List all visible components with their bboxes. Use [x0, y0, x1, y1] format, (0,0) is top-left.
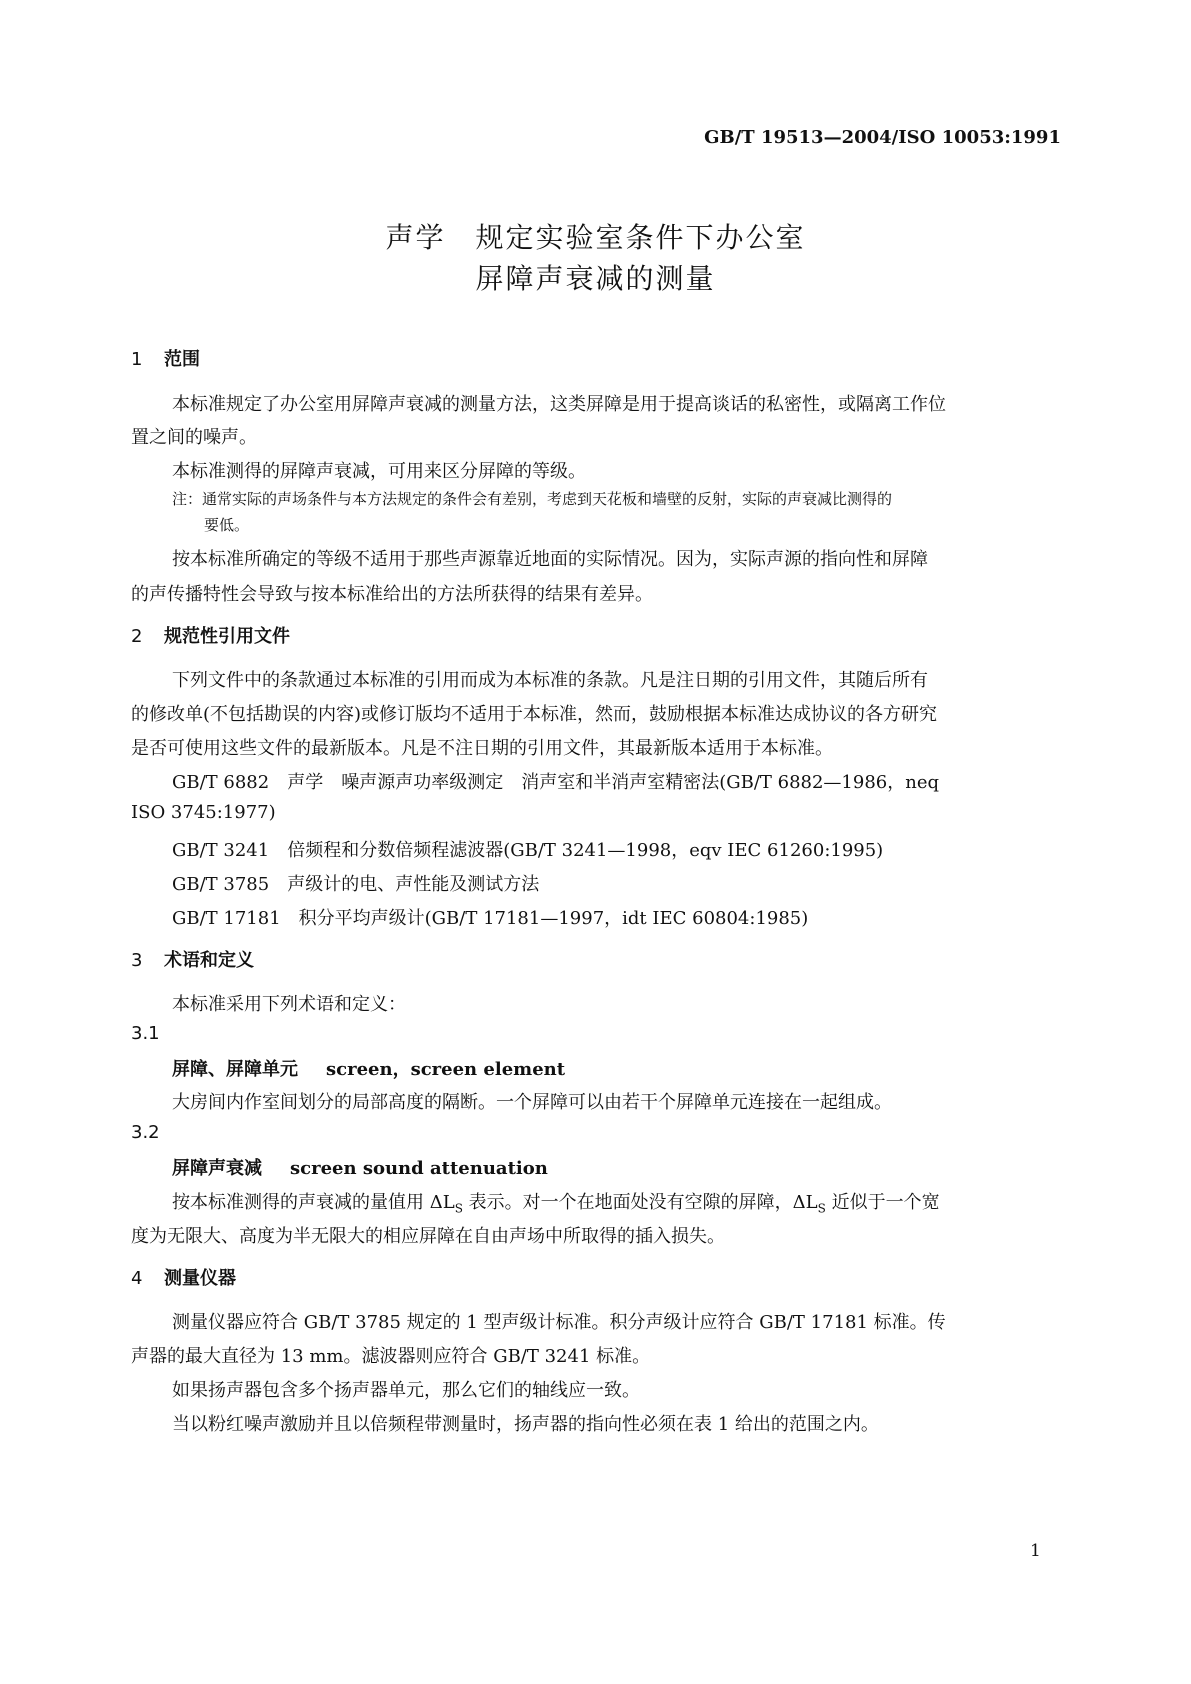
section-title: 范围 — [164, 349, 200, 370]
paragraph-line: 声器的最大直径为 13 mm。滤波器则应符合 GB/T 3241 标准。 — [131, 1346, 651, 1367]
term-english: screen sound attenuation — [290, 1158, 548, 1179]
paragraph-line: 的修改单(不包括勘误的内容)或修订版均不适用于本标准，然而，鼓励根据本标准达成协议的各方研究 — [131, 704, 938, 725]
definition-text: 近似于一个宽 — [825, 1192, 940, 1213]
paragraph-line: 测量仪器应符合 GB/T 3785 规定的 1 型声级计标准。积分声级计应符合 GB/T 17181 标准。传 — [172, 1312, 946, 1333]
subscript: S — [817, 1201, 826, 1216]
term-definition: 大房间内作室间划分的局部高度的隔断。一个屏障可以由若干个屏障单元连接在一起组成。 — [172, 1092, 892, 1113]
paragraph-line: 本标准测得的屏障声衰减，可用来区分屏障的等级。 — [172, 461, 586, 482]
term-english: screen，screen element — [326, 1059, 566, 1080]
section-title: 测量仪器 — [164, 1268, 236, 1289]
subscript: S — [454, 1201, 463, 1216]
paragraph-line: 如果扬声器包含多个扬声器单元，那么它们的轴线应一致。 — [172, 1380, 640, 1401]
page-number: 1 — [1030, 1541, 1041, 1561]
paragraph-line: 本标准规定了办公室用屏障声衰减的测量方法，这类屏障是用于提高谈话的私密性，或隔离工作位 — [172, 394, 946, 415]
paragraph-line: 置之间的噪声。 — [131, 427, 257, 448]
section-number: 2 — [131, 626, 143, 647]
reference-line: GB/T 6882 声学 噪声源声功率级测定 消声室和半消声室精密法(GB/T 6882—1986，neq — [172, 772, 940, 793]
section-number: 3 — [131, 950, 143, 971]
section-number: 4 — [131, 1268, 143, 1289]
section-title: 术语和定义 — [164, 950, 254, 971]
section-1-heading — [131, 345, 200, 371]
section-title: 规范性引用文件 — [164, 626, 290, 647]
section-4-heading — [131, 1264, 236, 1290]
reference-line: ISO 3745:1977) — [131, 802, 276, 823]
reference-line: GB/T 3241 倍频程和分数倍频程滤波器(GB/T 3241—1998，eqv IEC 61260:1995) — [172, 840, 884, 861]
section-3-heading — [131, 946, 254, 972]
term-number: 3.1 — [131, 1023, 160, 1044]
definition-text: 表示。对一个在地面处没有空隙的屏障，ΔL — [462, 1192, 818, 1213]
paragraph-line: 的声传播特性会导致与按本标准给出的方法所获得的结果有差异。 — [131, 584, 653, 605]
paragraph-line: 当以粉红噪声激励并且以倍频程带测量时，扬声器的指向性必须在表 1 给出的范围之内。 — [172, 1414, 879, 1435]
document-title-line1: 声学 规定实验室条件下办公室 — [385, 221, 806, 254]
reference-line: GB/T 3785 声级计的电、声性能及测试方法 — [172, 874, 540, 895]
paragraph-line: 是否可使用这些文件的最新版本。凡是不注日期的引用文件，其最新版本适用于本标准。 — [131, 738, 833, 759]
definition-text: 按本标准测得的声衰减的量值用 ΔL — [172, 1192, 455, 1213]
term-entry — [172, 1055, 565, 1081]
note-line: 注：通常实际的声场条件与本方法规定的条件会有差别，考虑到天花板和墙壁的反射，实际的声衰减比测得的 — [172, 490, 893, 508]
term-definition — [172, 1188, 1059, 1216]
paragraph-line: 按本标准所确定的等级不适用于那些声源靠近地面的实际情况。因为，实际声源的指向性和屏障 — [172, 549, 928, 570]
term-chinese: 屏障声衰减 — [172, 1158, 262, 1179]
term-entry — [172, 1154, 548, 1180]
standard-code-header: GB/T 19513—2004/ISO 10053:1991 — [704, 127, 1061, 148]
term-definition: 度为无限大、高度为半无限大的相应屏障在自由声场中所取得的插入损失。 — [131, 1226, 725, 1247]
paragraph-line: 下列文件中的条款通过本标准的引用而成为本标准的条款。凡是注日期的引用文件，其随后所有 — [172, 670, 928, 691]
document-title-line2: 屏障声衰减的测量 — [475, 262, 716, 295]
note-line: 要低。 — [204, 516, 250, 534]
term-number: 3.2 — [131, 1122, 160, 1143]
reference-line: GB/T 17181 积分平均声级计(GB/T 17181—1997，idt IEC 60804:1985) — [172, 908, 809, 929]
term-chinese: 屏障、屏障单元 — [172, 1059, 298, 1080]
section-2-heading — [131, 622, 290, 648]
paragraph-line: 本标准采用下列术语和定义： — [172, 994, 406, 1015]
section-number: 1 — [131, 349, 143, 370]
